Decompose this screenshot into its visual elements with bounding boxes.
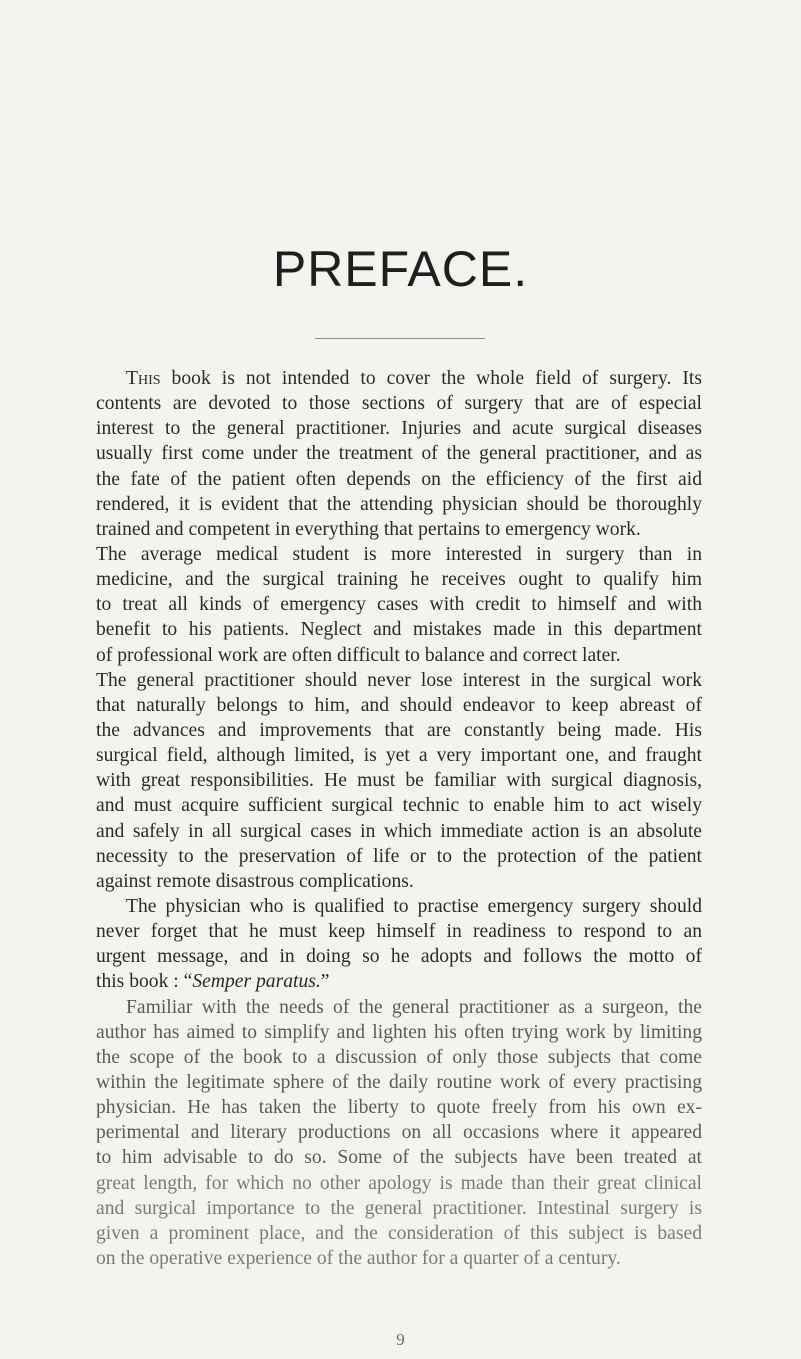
text-line: the advances and improvements that are constantly being made. His [96,719,702,741]
text-line: and surgical importance to the general practitioner. Intestinal surgery is [96,1197,702,1219]
text-line: given a prominent place, and the consideration of this subject is based [96,1222,702,1244]
text-line: urgent message, and in doing so he adopts and follows the motto of [96,946,702,968]
text-line: perimental and literary productions on all occasions where it appeared [96,1122,702,1144]
text-line: to him advisable to do so. Some of the subjects have been treated at [96,1147,702,1169]
text-line: The average medical student is more interested in surgery than in [96,543,702,565]
first-word: This [126,368,161,389]
text-line: Familiar with the needs of the general practitioner as a surgeon, the [126,996,702,1018]
title-divider [315,338,485,339]
text-line: the fate of the patient often depends on the efficiency of the first aid [96,468,702,490]
text-line: the scope of the book to a discussion of only those subjects that come [96,1046,702,1068]
text-line: on the operative experience of the author for a quarter of a century. [96,1247,621,1269]
text-line: author has aimed to simplify and lighten his often trying work by limiting [96,1021,702,1043]
page-title: PREFACE. [272,241,529,297]
text-line: usually first come under the treatment of the general practitioner, and as [96,443,702,465]
text-line: with great responsibilities. He must be familiar with surgical diagnosis, [96,770,702,792]
motto: Semper paratus. [192,971,321,993]
text-line: against remote disastrous complications. [96,870,414,892]
text-line: great length, for which no other apology is made than their great clinical [96,1172,702,1194]
text-line: trained and competent in everything that pertains to emergency work. [96,518,641,540]
text-line: this book : “Semper paratus.” [96,971,330,993]
text-line: that naturally belongs to him, and should endeavor to keep abreast of [96,694,702,716]
text-line: The physician who is qualified to practise emergency surgery should [126,895,702,917]
page-number: 9 [396,1330,405,1349]
text-line: surgical field, although limited, is yet a very important one, and fraught [96,745,702,767]
text-line: medicine, and the surgical training he receives ought to qualify him [96,569,702,591]
text-line: within the legitimate sphere of the daily routine work of every practising [96,1071,702,1093]
text-line: to treat all kinds of emergency cases with credit to himself and with [96,594,702,616]
text-line: necessity to the preservation of life or to the protection of the patient [96,845,702,867]
text-line: of professional work are often difficult to balance and correct later. [96,644,621,666]
text-line: never forget that he must keep himself in readiness to respond to an [96,921,702,943]
text-line: and safely in all surgical cases in which immediate action is an absolute [96,820,702,842]
preface-body [96,366,702,1271]
text-line: physician. He has taken the liberty to quote freely from his own ex- [96,1097,702,1119]
text-line: The general practitioner should never lose interest in the surgical work [96,669,702,691]
text-line: benefit to his patients. Neglect and mistakes made in this department [96,619,702,641]
text-line: and must acquire sufficient surgical technic to enable him to act wisely [96,795,702,817]
text-line: This book is not intended to cover the whole field of surgery. Its [126,368,702,389]
text-line: interest to the general practitioner. Injuries and acute surgical diseases [96,418,702,440]
text-line: rendered, it is evident that the attending physician should be thoroughly [96,493,702,515]
text-line: contents are devoted to those sections of surgery that are of especial [96,393,702,415]
